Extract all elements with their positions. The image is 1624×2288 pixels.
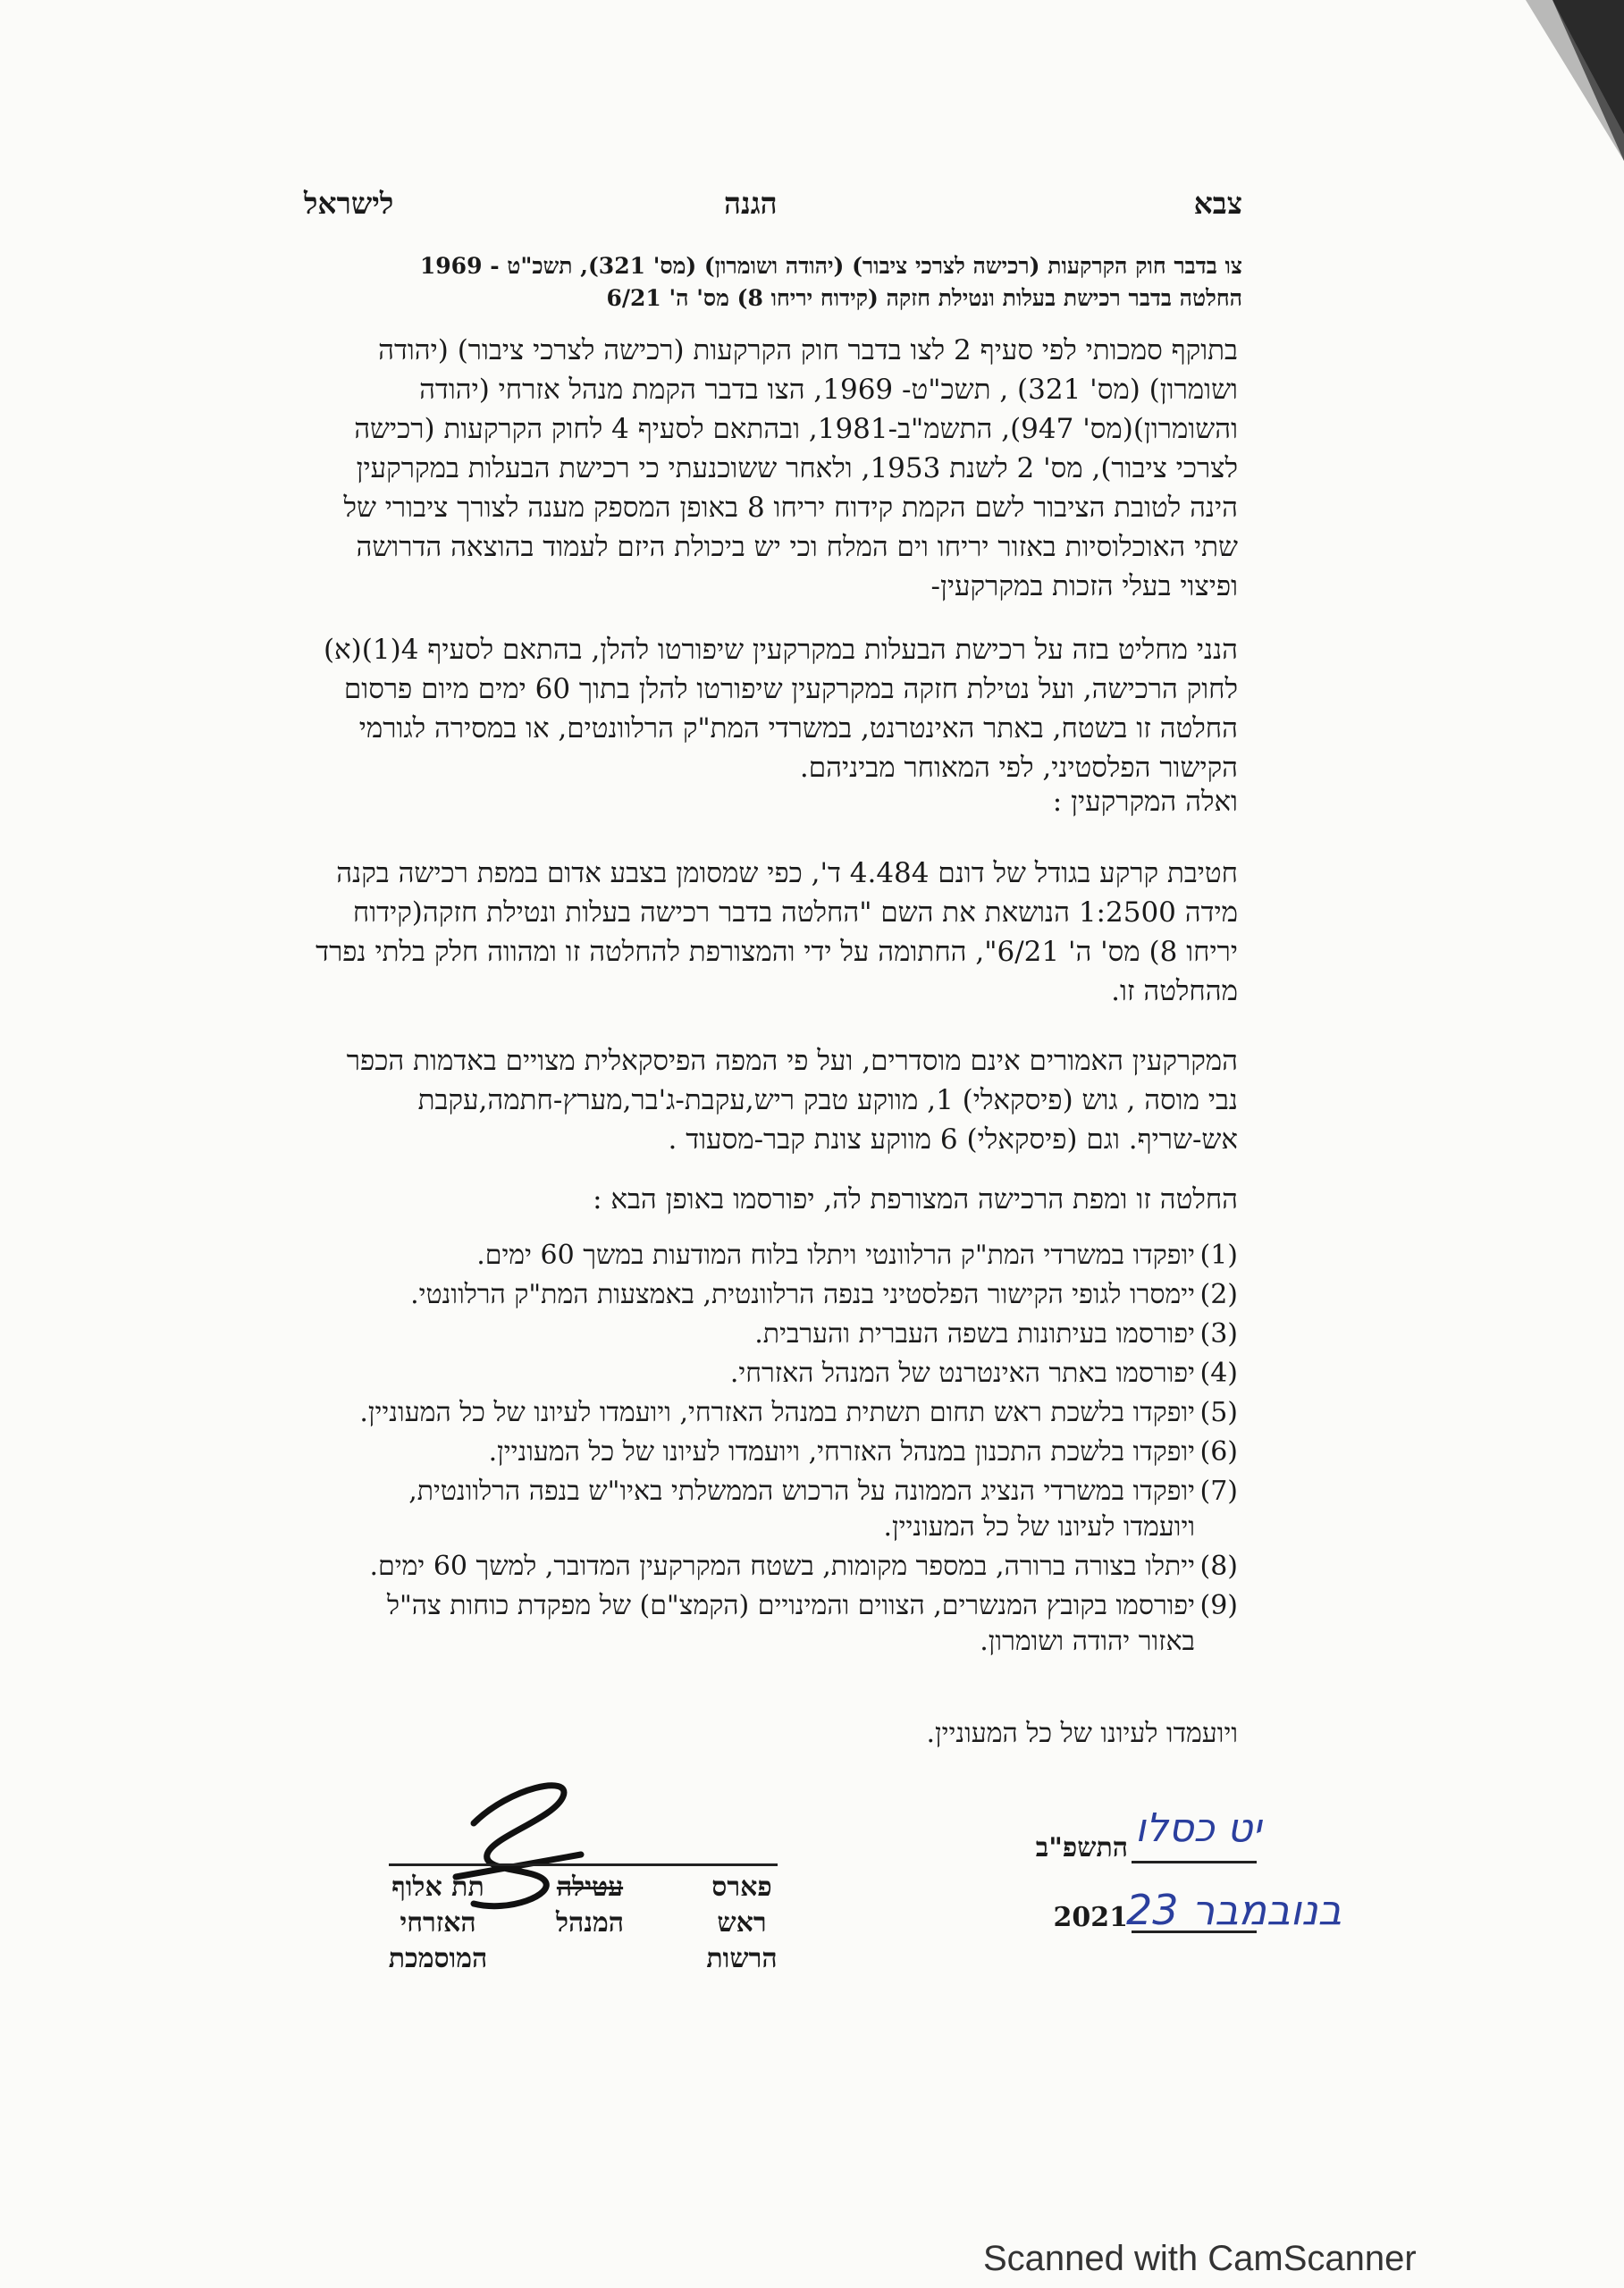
signer-role: הרשות (706, 1943, 778, 1974)
list-item-number: (5) (1199, 1397, 1238, 1428)
hebrew-year: התשפ"ב (1035, 1832, 1128, 1863)
list-item-number: (7) (1199, 1476, 1238, 1507)
signer-block (366, 1870, 509, 1977)
handwritten-gregorian-date: 23 בנובמבר (1126, 1886, 1342, 1934)
gregorian-year: 2021 (1053, 1902, 1128, 1933)
list-item-text: יופקדו במשרדי הנציג הממונה על הרכוש הממשלתי באיו"ש בנפה הרלוונטית, ויועמדו לעיונו של כל המעוניין. (408, 1476, 1195, 1543)
list-item-number: (1) (1199, 1240, 1238, 1271)
list-item (344, 1549, 1238, 1585)
header-center-word: הגנה (724, 186, 778, 221)
signer-block (688, 1870, 795, 1977)
list-item-text: יופקדו במשרדי המת"ק הרלוונטי ויתלו בלוח המודעות במשך 60 ימים. (476, 1240, 1195, 1271)
list-item-text: יפורסמו בקובץ המנשרים, הצווים והמינויים (הקמצ"ם) של מפקדת כוחות צה"ל באזור יהודה ושומרון. (386, 1590, 1195, 1657)
list-item-text: יפורסמו בעיתונות בשפה העברית והערבית. (754, 1318, 1195, 1350)
signer-role: המוסמכת (388, 1943, 488, 1974)
list-item-text: יפורסמו באתר האינטרנט של המנהל האזרחי. (729, 1358, 1195, 1389)
paragraph-publication: החלטה זו ומפת הרכישה המצורפת לה, יפורסמו באופן הבא : (593, 1183, 1238, 1216)
list-item-number: (9) (1199, 1590, 1238, 1621)
header-right-word: צבא (1193, 186, 1242, 221)
closing-line: ויועמדו לעיונו של כל המעוניין. (926, 1718, 1238, 1749)
paragraph-decision: הנני מחליט בזה על רכישת הבעלות במקרקעין שיפורטו להלן, בהתאם לסעיף 4(1)(א) לחוק הרכישה, ועל נטילת חזקה במקרקעין שיפורטו להלן בתוך 60 ימים מיום פרסום החלטה זו בשטח, באתר האינטרנט, במשרדי המת"ק הרלוונטים, או במסירה לגורמי הקישור הפלסטיני, לפי המאוחר מביניהם. (323, 634, 1238, 784)
paragraph-lands-heading: ואלה המקרקעין : (1052, 786, 1238, 818)
handwritten-hebrew-date: יט כסלו (1135, 1805, 1262, 1851)
scan-corner-shadow (1445, 0, 1624, 161)
list-item (344, 1277, 1238, 1313)
list-item-number: (4) (1199, 1358, 1238, 1389)
signer-name: פארס (711, 1872, 772, 1903)
list-item (344, 1356, 1238, 1392)
list-item (344, 1474, 1238, 1545)
list-item-number: (2) (1199, 1279, 1238, 1310)
list-item-number: (8) (1199, 1551, 1238, 1582)
signer-name: עטילה (556, 1872, 624, 1903)
list-item-number: (6) (1199, 1436, 1238, 1468)
list-item (344, 1316, 1238, 1352)
document-header (304, 186, 1242, 240)
list-item-text: ייתלו בצורה ברורה, במספר מקומות, בשטח המקרקעין המדובר, למשך 60 ימים. (369, 1551, 1195, 1582)
paragraph-authority: בתוקף סמכותי לפי סעיף 2 לצו בדבר חוק הקרקעות (רכישה לצרכי ציבור) (יהודה ושומרון) (מס' 321) , תשכ"ט- 1969, הצו בדבר הקמת מנהל אזרחי (יהודה והשומרון)(מס' 947), התשמ"ב-1981, ובהתאם לסעיף 4 לחוק הקרקעות (רכישה לצרכי ציבור), מס' 2 לשנת 1953, ולאחר ששוכנעתי כי רכישת הבעלות במקרקעין הינה לטובת הציבור לשם הקמת קידוח יריחו 8 באופן המספק מענה לצורך ציבורי של שתי האוכלוסיות באזור יריחו וים המלח וכי יש ביכולת היזם לעמוד בהוצאה הדרושה ופיצוי בעלי הזכות במקרקעין- (343, 334, 1238, 602)
signer-name: תת אלוף (391, 1872, 484, 1903)
header-left-word: לישראל (304, 186, 394, 221)
date-blank-line (1132, 1861, 1257, 1863)
paragraph-land-parcel: חטיבת קרקע בגודל של דונם 4.484 ד', כפי שמסומן בצבע אדום במפת רכישה בקנה מידה 1:2500 הנושאת את השם "החלטה בדבר רכישה בעלות ונטילת חזקה(קידוח יריחו 8) מס' ה' 6/21", החתומה על ידי והמצורפת להחלטה זו ומהווה חלק בלתי נפרד מהחלטה זו. (316, 857, 1238, 1007)
list-item (344, 1395, 1238, 1431)
list-item-text: יופקדו בלשכת התכנון במנהל האזרחי, ויועמדו לעיונו של כל המעוניין. (488, 1436, 1195, 1468)
list-item (344, 1238, 1238, 1274)
order-title (340, 250, 1242, 315)
signer-block (527, 1870, 652, 1941)
list-item-text: יימסרו לגופי הקישור הפלסטיני בנפה הרלוונטית, באמצעות המת"ק הרלוונטי. (410, 1279, 1195, 1310)
list-item (344, 1588, 1238, 1660)
title-line-1: צו בדבר חוק הקרקעות (רכישה לצרכי ציבור) (יהודה ושומרון) (מס' 321), תשכ"ט - 1969 (419, 253, 1242, 279)
list-item-number: (3) (1199, 1318, 1238, 1350)
list-item (344, 1434, 1238, 1470)
title-line-2: החלטה בדבר רכישת בעלות ונטילת חזקה (קידוח יריחו 8) מס' ה' 6/21 (606, 285, 1242, 311)
list-item-text: יופקדו בלשכת ראש תחום תשתית במנהל האזרחי, ויועמדו לעיונו של כל המעוניין. (359, 1397, 1195, 1428)
signer-role: המנהל (555, 1907, 625, 1939)
signature-line (389, 1863, 778, 1866)
signer-role: ראש (717, 1907, 767, 1939)
paragraph-land-location: המקרקעין האמורים אינם מוסדרים, ועל פי המפה הפיסקאלית מצויים באדמות הכפר נבי מוסה , גוש (פיסקאלי) 1, מווקע טבק ריש,עקבת-ג'בר,מערץ-חתמה,עקבת אש-שריף. וגם (פיסקאלי) 6 מווקע צונת קבר-מסעוד . (346, 1045, 1238, 1156)
publication-list (344, 1238, 1238, 1663)
signer-role: האזרחי (400, 1907, 476, 1939)
camscanner-watermark: Scanned with CamScanner (983, 2239, 1417, 2278)
